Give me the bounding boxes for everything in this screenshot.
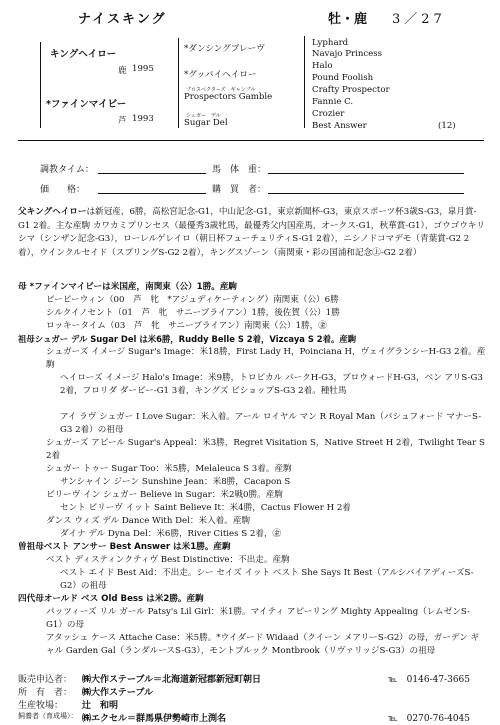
dam-line-5: 祖母シュガー デル Sugar Del は米6勝，Ruddy Belle S 2着，Vizcaya S 2着。産駒 xyxy=(18,334,357,344)
sire-sire: *ダンシングブレーヴ xyxy=(184,44,265,54)
divider xyxy=(18,140,484,141)
dam-line-1: 母 *ファインマイビーは米国産，南関東（公）1勝。産駒 xyxy=(18,282,238,292)
price-field[interactable] xyxy=(98,193,206,194)
dam-sire: Prospectors Gamble xyxy=(184,92,273,102)
buyer-field[interactable] xyxy=(268,193,464,194)
sire-name: キングヘイロー xyxy=(50,49,117,60)
dam-line-18: ベスト エイド Best Aid：不出走。シー セイズ イット ベスト She Says It Best（アルシバイアディーズS-G2）の祖母 xyxy=(60,568,474,591)
dam-line-10: シュガー トゥー Sugar Too：米5勝，Melaleuca S 3着。産駒 xyxy=(46,464,292,474)
training-time-label: 調教タイム： xyxy=(40,165,94,175)
dam-sire-kana: プロスペクターズ ギャンブル xyxy=(186,87,256,93)
ancestor-2: Navajo Princess xyxy=(312,49,383,59)
ancestor-4: Pound Foolish xyxy=(312,73,374,83)
sire-year: 1995 xyxy=(132,64,154,74)
ancestor-7: Crozier xyxy=(312,109,345,119)
body-weight-field[interactable] xyxy=(268,173,464,174)
dam-line-6: シュガーズ イメージ Sugar's Image：米18勝，First Lady H，Poinciana H，ヴェイグランシーH-G3 2着。産駒 xyxy=(46,347,486,370)
dam-line-2: ビーピーウィン（00 芦 牝 *アジュディケーティング）南関東（公）6勝 xyxy=(46,295,339,305)
farm: 辻 和明 xyxy=(82,701,119,711)
seller-tel: ℡ 0146-47-3665 xyxy=(388,675,471,685)
sire-dam: *グッバイヘイロー xyxy=(184,70,257,80)
dam-line-14: ダンス ウィズ デル Dance With Del：米入着。産駒 xyxy=(46,516,251,526)
sex-color: 牡・鹿 xyxy=(328,12,368,27)
dam-line-7: ヘイローズ イメージ Halo's Image：米9勝，トロピカル パークH-G3，ブロウォードH-G3，ベン アリS-G3 2着，フロリダ ダービー-G1 3着，キングズ ビショップS-G3 2着。種牡馬 xyxy=(60,373,483,396)
farm-label: 生産牧場： xyxy=(18,701,64,711)
dam-line-9: シュガーズ アピール Sugar's Appeal：米3勝，Regret Visitation S，Native Street H 2着，Twilight Tear S 2着 xyxy=(46,438,485,461)
dam-dam-kana: シュガー デル xyxy=(186,113,221,119)
dam-line-21: アタッシュ ケース Attache Case：米5勝。*ウイダード Widaad（クイーン メアリーS-G2）の母，ガーデン ギャル Garden Gal（ランダルースS-G3），モントブルック Montbrook（リヴァリッジS-G3）の祖母 xyxy=(46,633,480,656)
owner: ㈱大作ステーブル xyxy=(82,688,154,698)
ancestor-8-note: (12) xyxy=(438,121,456,131)
dam-line-11: サンシャイン ジーン Sunshine Jean：米8勝，Cacapon S xyxy=(60,477,291,487)
dam-line-20: パッツィーズ リル ガール Patsy's Lil Girl：米1勝。マイティ アピーリング Mighty Appealing（レムゼンS-G1）の母 xyxy=(46,607,470,630)
agent: ㈱エクセル＝群馬県伊勢崎市上渕名 xyxy=(82,714,227,724)
dam-line-19: 四代母オールド ベス Old Bess は米2勝。産駒 xyxy=(18,594,204,604)
pedigree-bracket xyxy=(178,38,179,128)
ancestor-8: Best Answer xyxy=(312,121,367,131)
sire-record-paragraph xyxy=(18,206,486,260)
pedigree-bracket xyxy=(40,42,41,128)
dam-line-8: アイ ラヴ シュガー I Love Sugar：米入着。アール ロイヤル マン R Royal Man（パシュフォード マナーS-G3 2着）の祖母 xyxy=(60,412,482,435)
dam-dam: Sugar Del xyxy=(184,118,228,128)
dam-line-16: 曽祖母ベスト アンサー Best Answer は米1勝。産駒 xyxy=(18,542,231,552)
ancestor-5: Crafty Prospector xyxy=(312,85,390,95)
dam-name: *ファインマイビー xyxy=(46,99,127,110)
sire-color: 鹿 xyxy=(118,66,127,76)
training-time-field[interactable] xyxy=(98,173,206,174)
owner-label: 所 有 者： xyxy=(18,688,73,698)
agent-label: 飼養者（育成場）： xyxy=(18,712,78,720)
price-label: 価 格： xyxy=(40,185,86,195)
body-weight-label: 馬 体 重： xyxy=(212,165,267,175)
dam-line-17: ベスト ディスティンクティヴ Best Distinctive：不出走。産駒 xyxy=(46,555,290,565)
dam-line-3: シルクイノセント（01 芦 牝 サニーブライアン）1勝，後佐賀（公）1勝 xyxy=(46,308,340,318)
dam-line-13: セント ビリーヴ イット Saint Believe It：米4勝，Cactus Flower H 2着 xyxy=(60,503,351,513)
seller: ㈱大作ステーブル＝北海道新冠郡新冠町朝日 xyxy=(82,675,262,685)
agent-tel: ℡ 0270-76-4045 xyxy=(388,714,471,724)
dam-color: 芦 xyxy=(118,116,127,126)
dam-year: 1993 xyxy=(132,114,154,124)
dam-line-15: ダイナ デル Dyna Del：米6勝，River Cities S 2着，㊎ xyxy=(60,529,282,539)
sire-record-lead: 父キングヘイロー xyxy=(18,207,87,217)
ancestor-3: Halo xyxy=(312,61,333,71)
buyer-label: 購 買 者： xyxy=(212,185,267,195)
ancestor-1: Lyphard xyxy=(312,38,349,48)
seller-label: 販売申込者： xyxy=(18,675,73,685)
ancestor-6: Fannie C. xyxy=(312,97,354,107)
horse-name: ナイスキング xyxy=(78,12,167,27)
sire-record-text: は新冠産，6勝，高松宮記念-G1，中山記念-G1，東京新聞杯-G3，東京スポーツ杯3歳S-G3，皐月賞-G1 2着。主な産駒 カワカミプリンセス（最優秀3歳牝馬，最優秀父内国産馬，オークス-G1，秋華賞-G1），ゴウゴウキリシマ（シンザン記念-G3），ローレルゲレイロ（朝日杯フューチュリティS-G1 2着），ニシノドコマデモ（青葉賞-G2 2着），ウインクルセイド（スプリングS-G2 2着），キングスゾーン（南関東・彩の国浦和記念㊤-G2 2着） xyxy=(18,207,485,258)
sale-date: 3／27 xyxy=(392,12,446,27)
pedigree-bracket xyxy=(304,36,305,128)
dam-line-4: ロッキータイム（03 芦 牝 サニーブライアン）南関東（公）1勝，㊎ xyxy=(46,321,327,331)
dam-line-12: ビリーヴ イン シュガー Believe in Sugar：米2戦0勝。産駒 xyxy=(46,490,283,500)
